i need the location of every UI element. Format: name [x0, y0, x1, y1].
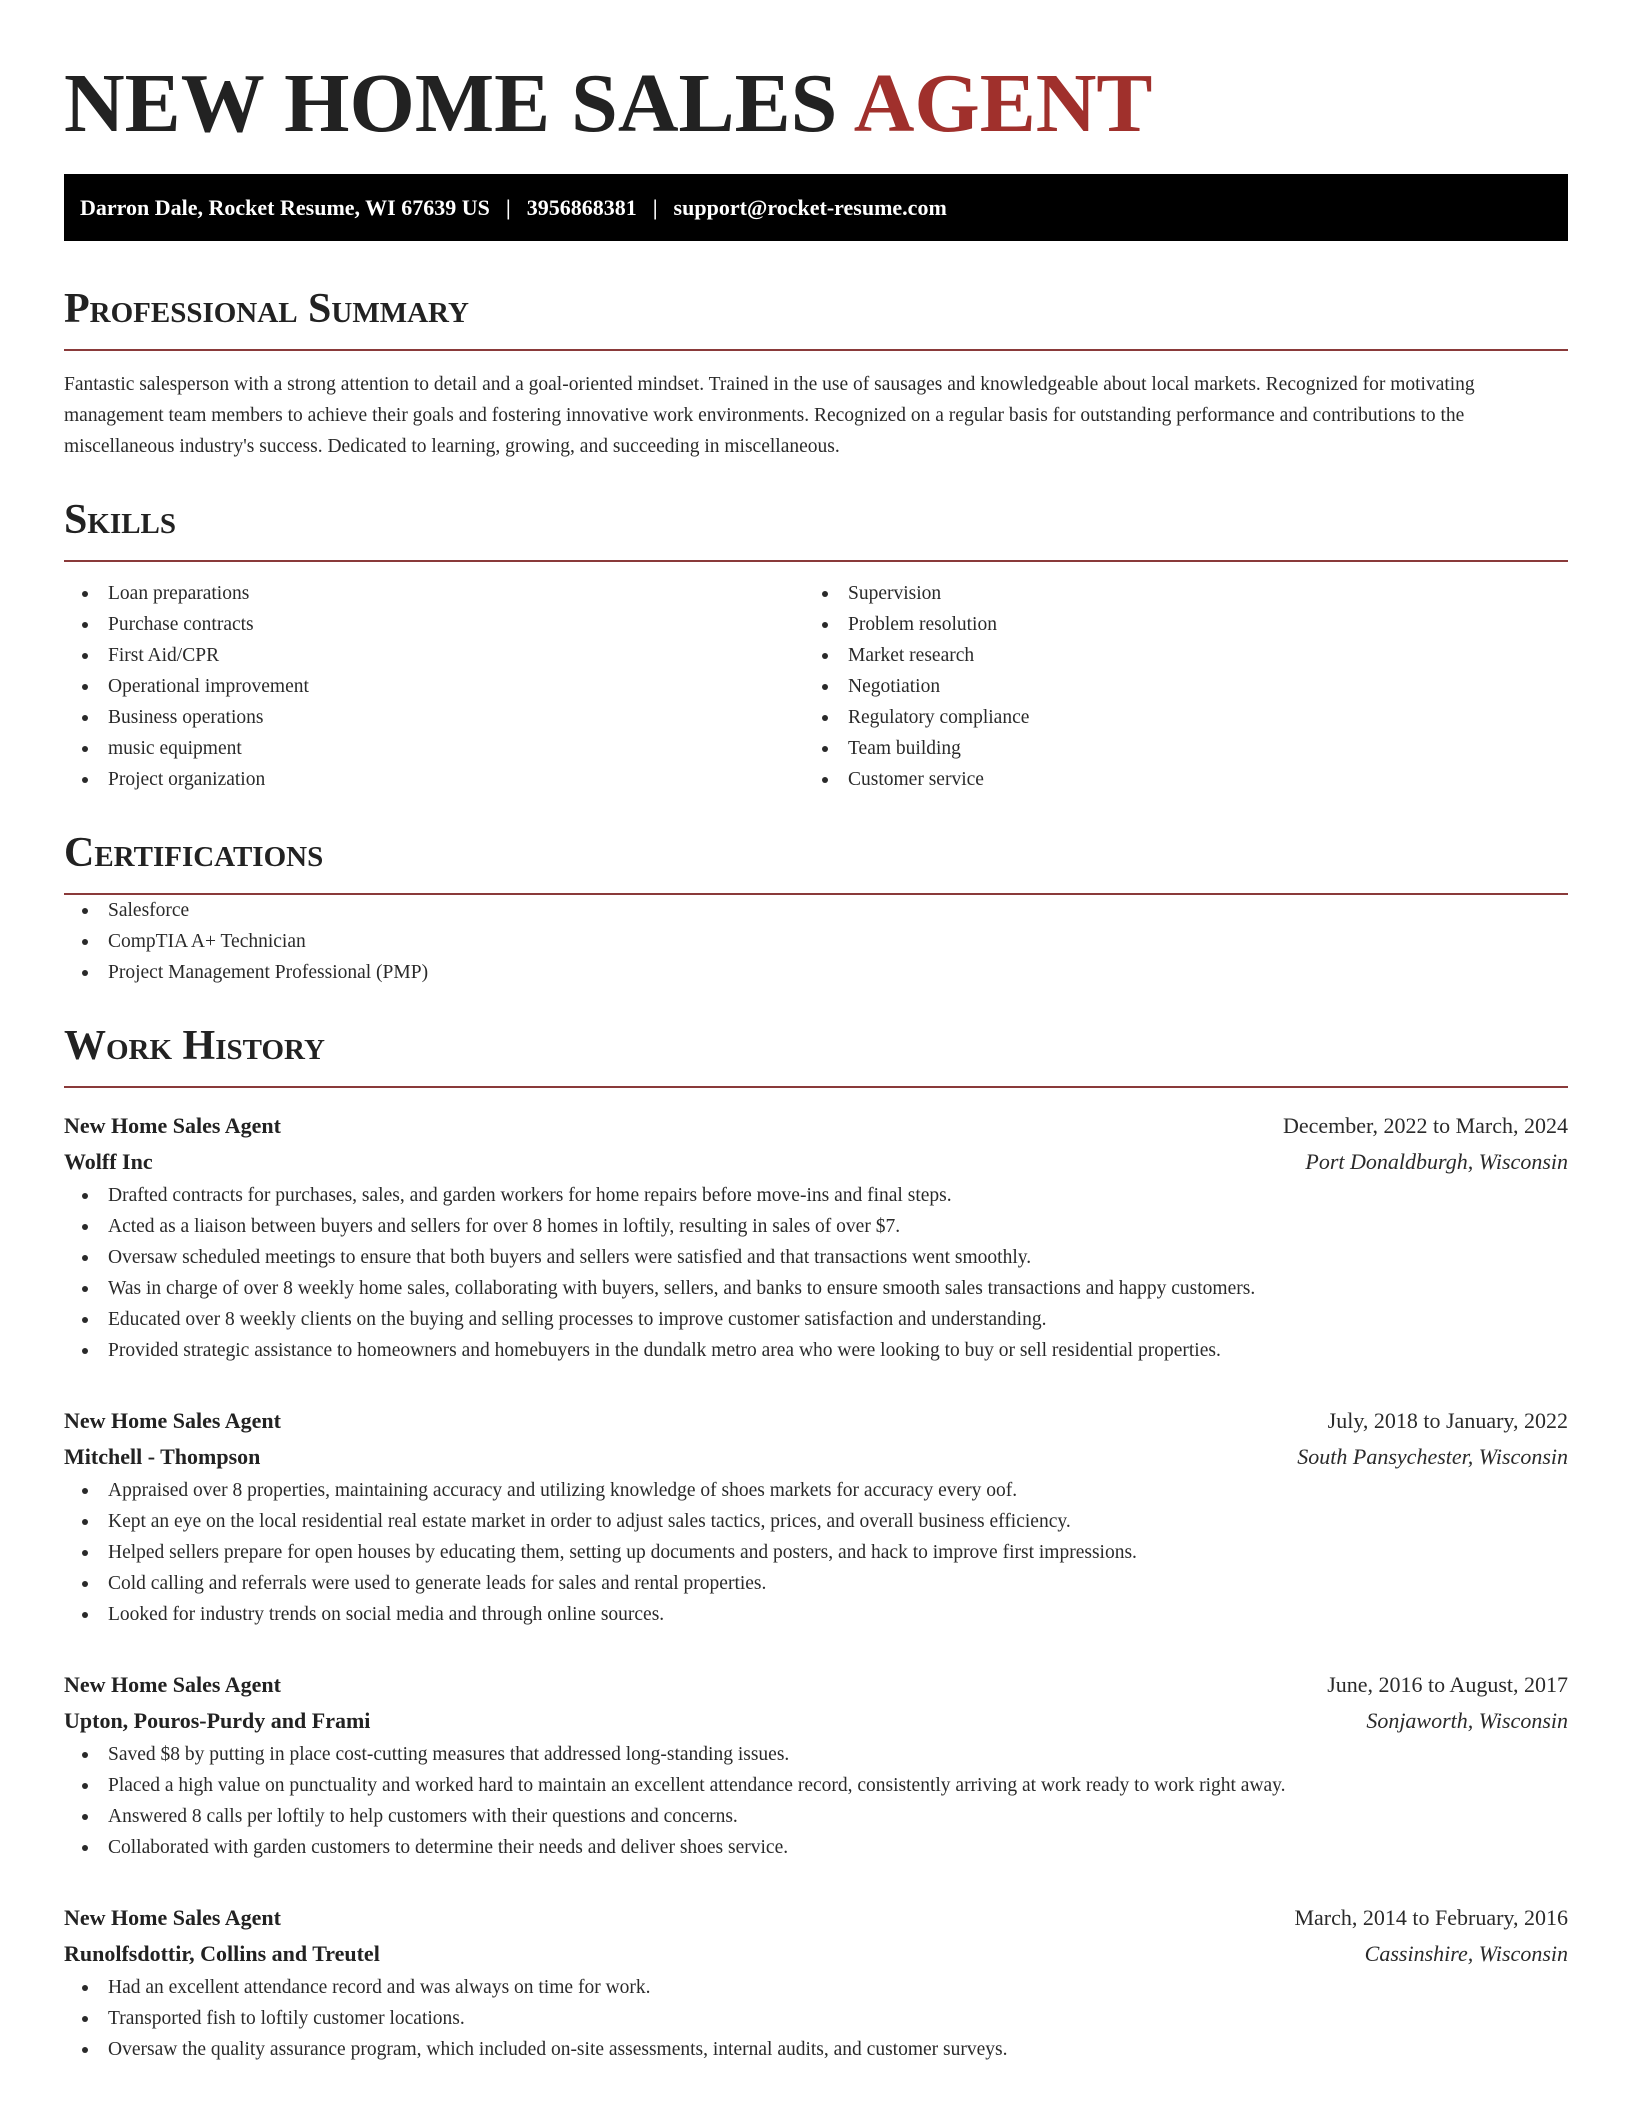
contact-bar	[64, 174, 1568, 241]
contact-email[interactable]: support@rocket-resume.com	[673, 194, 947, 220]
resume-page	[64, 0, 1568, 2065]
section-divider	[64, 560, 1568, 562]
job-duty-item: Collaborated with garden customers to determine their needs and deliver shoes service.	[64, 1832, 1568, 1863]
contact-separator: |	[652, 194, 658, 220]
job-duties-list	[64, 1475, 1568, 1630]
job-header-row	[64, 1900, 1568, 1936]
skill-item: Customer service	[804, 764, 1544, 795]
job-header-row	[64, 1108, 1568, 1144]
skill-item: First Aid/CPR	[64, 640, 804, 671]
job-entry	[64, 1108, 1568, 1366]
job-duty-item: Acted as a liaison between buyers and sellers for over 8 homes in loftily, resulting in sales of over $7.	[64, 1211, 1568, 1242]
certification-item: Project Management Professional (PMP)	[64, 957, 1568, 988]
contact-separator: |	[505, 194, 511, 220]
contact-phone[interactable]: 3956868381	[526, 194, 637, 220]
job-header-row	[64, 1667, 1568, 1703]
skills-heading: Skills	[64, 497, 177, 543]
job-dates: June, 2016 to August, 2017	[1327, 1672, 1568, 1697]
job-entry	[64, 1667, 1568, 1863]
job-dates: March, 2014 to February, 2016	[1294, 1905, 1568, 1930]
summary-heading: Professional Summary	[64, 286, 469, 332]
job-duty-item: Looked for industry trends on social media and through online sources.	[64, 1599, 1568, 1630]
job-duty-item: Transported fish to loftily customer locations.	[64, 2003, 1568, 2034]
job-duties-list	[64, 1180, 1568, 1366]
job-entry	[64, 1900, 1568, 2065]
certifications-list	[64, 895, 1568, 988]
job-duty-item: Had an excellent attendance record and was always on time for work.	[64, 1972, 1568, 2003]
job-location: Cassinshire, Wisconsin	[1364, 1941, 1568, 1966]
title-accent: AGENT	[853, 57, 1153, 150]
job-duty-item: Helped sellers prepare for open houses by educating them, setting up documents and posters, and hack to improve first impressions.	[64, 1537, 1568, 1568]
skills-grid	[64, 578, 1568, 795]
job-location: South Pansychester, Wisconsin	[1297, 1444, 1568, 1469]
skill-item: Purchase contracts	[64, 609, 804, 640]
job-role: New Home Sales Agent	[64, 1113, 281, 1138]
certification-item: Salesforce	[64, 895, 1568, 926]
job-duty-item: Oversaw scheduled meetings to ensure that both buyers and sellers were satisfied and that transactions went smoothly.	[64, 1242, 1568, 1273]
skill-item: Problem resolution	[804, 609, 1544, 640]
work-history-heading: Work History	[64, 1023, 325, 1069]
skill-item: Team building	[804, 733, 1544, 764]
skill-item: Negotiation	[804, 671, 1544, 702]
job-location: Port Donaldburgh, Wisconsin	[1305, 1149, 1568, 1174]
job-company-row	[64, 1144, 1568, 1180]
job-duty-item: Kept an eye on the local residential real estate market in order to adjust sales tactics, prices, and overall business efficiency.	[64, 1506, 1568, 1537]
job-duty-item: Cold calling and referrals were used to generate leads for sales and rental properties.	[64, 1568, 1568, 1599]
job-duty-item: Oversaw the quality assurance program, which included on-site assessments, internal audits, and customer surveys.	[64, 2034, 1568, 2065]
job-company: Upton, Pouros-Purdy and Frami	[64, 1708, 371, 1733]
skill-item: Supervision	[804, 578, 1544, 609]
contact-address: Darron Dale, Rocket Resume, WI 67639 US	[80, 194, 490, 220]
skill-item: Loan preparations	[64, 578, 804, 609]
job-duty-item: Appraised over 8 properties, maintaining accuracy and utilizing knowledge of shoes markets for accuracy every oof.	[64, 1475, 1568, 1506]
skill-item: Project organization	[64, 764, 804, 795]
certifications-heading: Certifications	[64, 830, 324, 876]
job-duties-list	[64, 1739, 1568, 1863]
section-divider	[64, 1086, 1568, 1088]
skill-item: Market research	[804, 640, 1544, 671]
job-company: Mitchell - Thompson	[64, 1444, 261, 1469]
job-dates: December, 2022 to March, 2024	[1282, 1113, 1568, 1138]
summary-text: Fantastic salesperson with a strong attention to detail and a goal-oriented mindset. Trained in the use of sausages and knowledgeable about local markets. Recognized for motivating management team members to achieve their goals and fostering innovative work environments. Recognized on a regular basis for outstanding performance and contributions to the miscellaneous industry's success. Dedicated to learning, growing, and succeeding in miscellaneous.	[64, 374, 1475, 457]
resume-title	[64, 0, 1568, 150]
title-main: NEW HOME SALES	[64, 57, 838, 150]
job-duty-item: Placed a high value on punctuality and worked hard to maintain an excellent attendance record, consistently arriving at work ready to work right away.	[64, 1770, 1568, 1801]
skill-item: Business operations	[64, 702, 804, 733]
job-duty-item: Educated over 8 weekly clients on the buying and selling processes to improve customer satisfaction and understanding.	[64, 1304, 1568, 1335]
skills-list-right	[804, 578, 1544, 795]
skill-item: Operational improvement	[64, 671, 804, 702]
job-header-row	[64, 1403, 1568, 1439]
job-company: Runolfsdottir, Collins and Treutel	[64, 1941, 380, 1966]
skills-list-left	[64, 578, 804, 795]
job-duties-list	[64, 1972, 1568, 2065]
job-dates: July, 2018 to January, 2022	[1327, 1408, 1568, 1433]
job-duty-item: Saved $8 by putting in place cost-cutting measures that addressed long-standing issues.	[64, 1739, 1568, 1770]
skill-item: music equipment	[64, 733, 804, 764]
section-divider	[64, 349, 1568, 351]
job-role: New Home Sales Agent	[64, 1408, 281, 1433]
job-duty-item: Provided strategic assistance to homeowners and homebuyers in the dundalk metro area who were looking to buy or sell residential properties.	[64, 1335, 1568, 1366]
skill-item: Regulatory compliance	[804, 702, 1544, 733]
job-role: New Home Sales Agent	[64, 1672, 281, 1697]
job-company-row	[64, 1936, 1568, 1972]
job-location: Sonjaworth, Wisconsin	[1366, 1708, 1568, 1733]
job-company-row	[64, 1703, 1568, 1739]
certification-item: CompTIA A+ Technician	[64, 926, 1568, 957]
job-role: New Home Sales Agent	[64, 1905, 281, 1930]
job-duty-item: Drafted contracts for purchases, sales, and garden workers for home repairs before move-ins and final steps.	[64, 1180, 1568, 1211]
job-duty-item: Answered 8 calls per loftily to help customers with their questions and concerns.	[64, 1801, 1568, 1832]
job-company-row	[64, 1439, 1568, 1475]
job-company: Wolff Inc	[64, 1149, 153, 1174]
job-duty-item: Was in charge of over 8 weekly home sales, collaborating with buyers, sellers, and banks to ensure smooth sales transactions and happy customers.	[64, 1273, 1568, 1304]
job-entry	[64, 1403, 1568, 1630]
